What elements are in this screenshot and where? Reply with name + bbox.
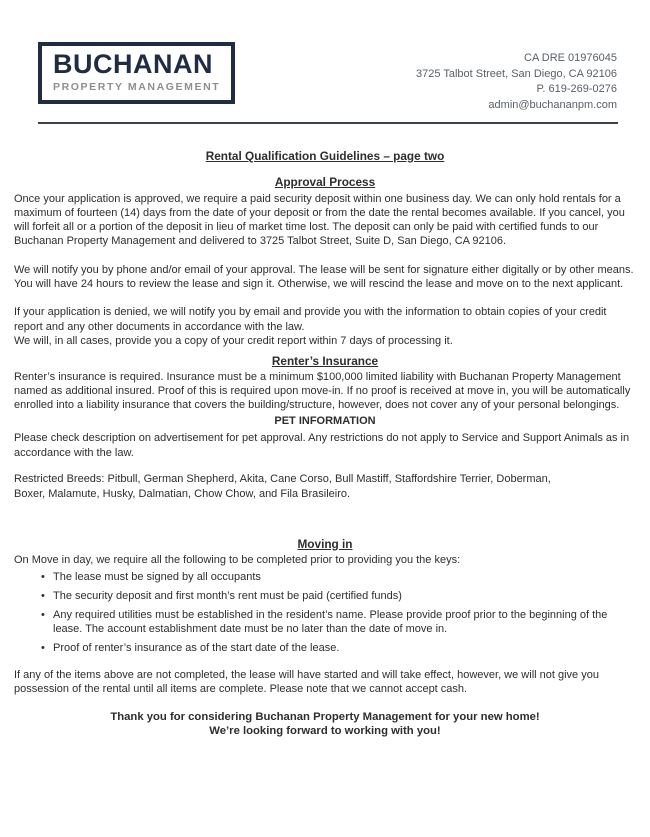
list-item bbox=[14, 589, 636, 603]
company-logo bbox=[38, 42, 235, 104]
checklist-item-utilities: Any required utilities must be established in the resident’s name. Please provide proof prior to the beginning of the lease. The account establishment date must be no later than the date of move in. bbox=[53, 608, 608, 636]
contact-phone: P. 619-269-0276 bbox=[536, 83, 617, 95]
heading-renters-insurance: Renter’s Insurance bbox=[271, 354, 379, 369]
document-body bbox=[0, 149, 650, 739]
checklist-item-insurance-proof: Proof of renter’s insurance as of the start date of the lease. bbox=[53, 641, 340, 654]
approval-paragraph-3 bbox=[14, 305, 636, 348]
heading-pet-information: PET INFORMATION bbox=[274, 415, 376, 428]
contact-address: 3725 Talbot Street, San Diego, CA 92106 bbox=[416, 67, 617, 80]
approval-paragraph-3-line-1: If your application is denied, we will notify you by email and provide you with the information to obtain copies of your credit report and any other documents in accordance with the law. bbox=[14, 306, 607, 333]
closing-paragraph: If any of the items above are not completed, the lease will have started and will take effect, however, we will not give you possession of the rental until all items are complete. Please note that we cannot accept cash. bbox=[14, 669, 599, 696]
thank-you-line-2: We’re looking forward to working with you! bbox=[209, 725, 441, 738]
thank-you-line-1: Thank you for considering Buchanan Property Management for your new home! bbox=[110, 710, 540, 723]
bullet-icon: • bbox=[41, 608, 45, 621]
checklist-item-deposit-paid: The security deposit and first month’s rent must be paid (certified funds) bbox=[53, 589, 402, 602]
contact-info bbox=[416, 51, 617, 113]
logo-company-subtitle: PROPERTY MANAGEMENT bbox=[53, 81, 221, 93]
approval-paragraph-3-line-2: We will, in all cases, provide you a copy of your credit report within 7 days of processing it. bbox=[14, 334, 453, 347]
logo-company-name: BUCHANAN bbox=[53, 49, 213, 79]
bullet-icon: • bbox=[41, 571, 45, 584]
thank-you-block bbox=[14, 710, 636, 739]
list-item bbox=[14, 641, 636, 655]
letterhead bbox=[0, 0, 650, 113]
pet-paragraph: Please check description on advertisement for pet approval. Any restrictions do not apply to Service and Support Animals as in accordance with the law. bbox=[14, 431, 630, 459]
heading-approval-process: Approval Process bbox=[274, 175, 376, 190]
list-item bbox=[14, 608, 636, 637]
approval-paragraph-2: We will notify you by phone and/or email of your approval. The lease will be sent for signature either digitally or by other means. You will have 24 hours to review the lease and sign it. Otherwise, we will rescind the lease and move on to the next applicant. bbox=[14, 263, 634, 291]
bullet-icon: • bbox=[41, 589, 45, 602]
restricted-breeds-line-2: Boxer, Malamute, Husky, Dalmatian, Chow Chow, and Fila Brasileiro. bbox=[14, 488, 351, 501]
header-divider bbox=[38, 122, 618, 124]
restricted-breeds-line-1: Restricted Breeds: Pitbull, German Shepherd, Akita, Cane Corso, Bull Mastiff, Staffordshire Terrier, Doberman, bbox=[14, 473, 551, 486]
list-item bbox=[14, 570, 636, 584]
page-title: Rental Qualification Guidelines – page two bbox=[205, 149, 445, 163]
moving-in-intro: On Move in day, we require all the following to be completed prior to providing you the keys: bbox=[14, 553, 461, 566]
moving-in-checklist bbox=[14, 570, 636, 655]
contact-license: CA DRE 01976045 bbox=[524, 52, 617, 64]
restricted-breeds-paragraph bbox=[14, 472, 636, 502]
insurance-paragraph: Renter’s insurance is required. Insurance must be a minimum $100,000 limited liability with Buchanan Property Management named as additional insured. Proof of this is required upon move-in. If no proof is received at move in, you will be automatically enrolled into a liability insurance that covers the building/structure, however, does not cover any of your personal belongings. bbox=[14, 370, 631, 412]
checklist-item-lease-signed: The lease must be signed by all occupants bbox=[53, 571, 261, 584]
bullet-icon: • bbox=[41, 641, 45, 654]
contact-email: admin@buchananpm.com bbox=[488, 98, 617, 111]
approval-paragraph-1: Once your application is approved, we require a paid security deposit within one business day. We can only hold rentals for a maximum of fourteen (14) days from the date of your deposit or from the date the rental becomes available. If you cancel, you will forfeit all or a portion of the deposit in lieu of market time lost. The deposit can only be paid with certified funds to our Buchanan Property Management and delivered to 3725 Talbot Street, Suite D, San Diego, CA 92106. bbox=[14, 192, 625, 248]
heading-moving-in: Moving in bbox=[297, 536, 353, 551]
